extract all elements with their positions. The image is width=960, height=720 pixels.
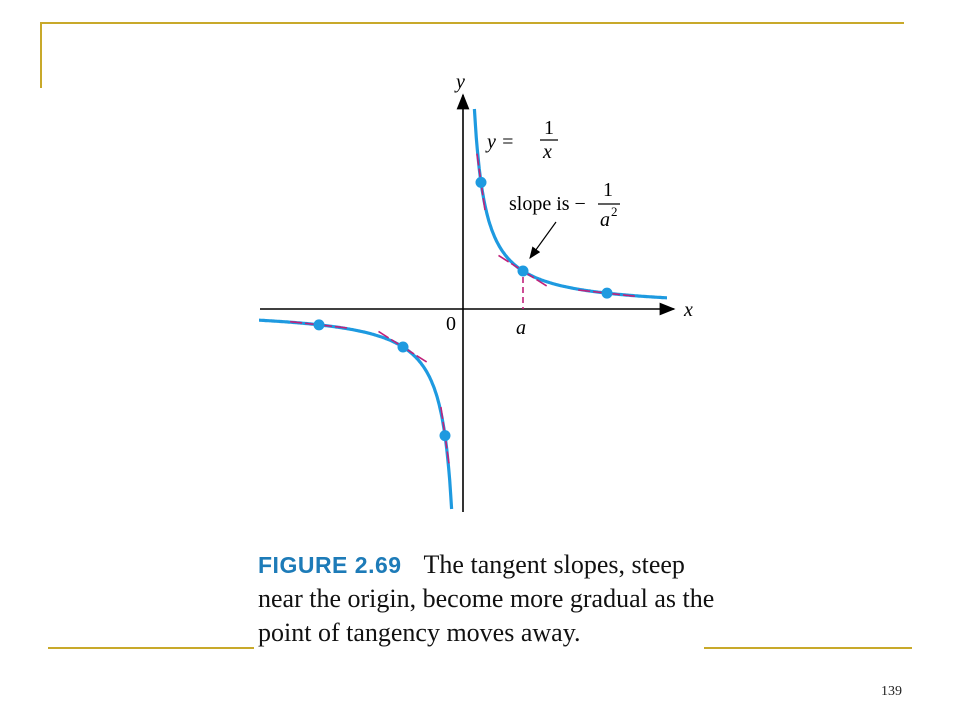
caption-text: The tangent slopes, steep near the origin, become more gradual as the point of tangency moves away. xyxy=(258,550,715,647)
slope-denominator: a xyxy=(600,209,610,231)
x-axis-label: x xyxy=(684,299,693,321)
tangency-point xyxy=(314,319,325,330)
figure-label: FIGURE 2.69 xyxy=(258,552,402,578)
curve-left-branch xyxy=(259,320,452,509)
curve-equation-lhs: y = xyxy=(487,131,515,153)
slope-exponent: 2 xyxy=(611,204,618,219)
slope-numerator: 1 xyxy=(603,179,613,201)
a-label: a xyxy=(516,317,526,339)
tangency-point xyxy=(476,177,487,188)
page-number: 139 xyxy=(881,684,902,699)
slope-label-text: slope is − xyxy=(509,193,586,215)
tangency-point xyxy=(602,288,613,299)
curve-equation-denominator: x xyxy=(543,141,552,163)
figure-caption xyxy=(258,548,728,650)
y-axis-label: y xyxy=(456,71,465,93)
curve-equation-numerator: 1 xyxy=(544,117,554,139)
origin-label: 0 xyxy=(446,313,456,335)
tangency-point xyxy=(518,266,529,277)
slope-pointer-arrow xyxy=(530,222,556,258)
tangency-point xyxy=(440,430,451,441)
tangency-point xyxy=(398,342,409,353)
